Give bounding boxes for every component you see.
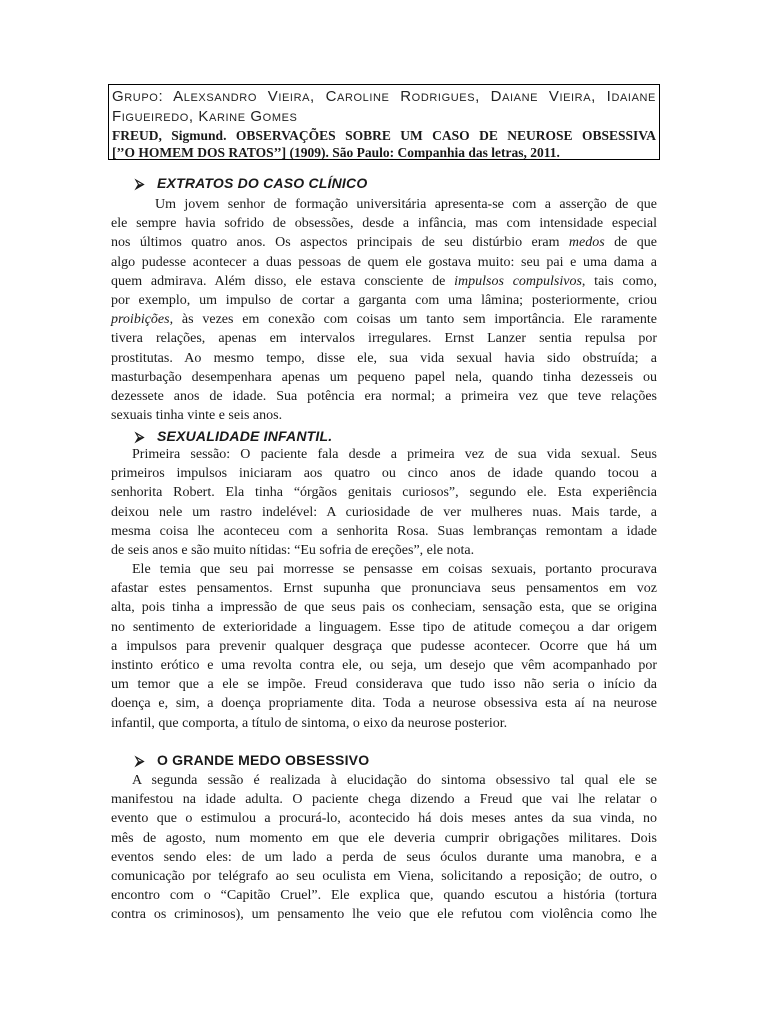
text-line: A segunda sessão é realizada à elucidação do sintoma obsessivo tal qual ele se [132, 773, 657, 788]
section-heading-sexualidade [135, 428, 332, 445]
text-line: Ele temia que seu pai morresse se pensasse em coisas sexuais, portanto procurava [132, 562, 657, 577]
emphasis-impulsos: impulsos compulsivos [454, 273, 582, 289]
text-line: eventos sendo eles: de um lado a perda de seus óculos durante uma manobra, e a [111, 849, 657, 865]
text-line: contra os criminosos), um pensamento lhe veio que ele refutou com violência como lhe [111, 907, 657, 923]
paragraph-extratos [111, 195, 657, 425]
text-line: doença e, sim, a doença propriamente dita. Toda a neurose obsessiva esta aí na neurose [111, 696, 657, 712]
text-line: afastar estes pensamentos. Ernst supunha que pronunciava seus pensamentos em voz [111, 581, 657, 597]
text-line: mês de agosto, num momento em que ele deveria cumprir obrigações militares. Dois [111, 830, 657, 846]
section-heading-extratos [135, 175, 367, 192]
text-line: a impulsos para prevenir qualquer desgraça que pudesse acontecer. Ocorre que há um [111, 638, 657, 654]
text-line: um temor que a ele se impõe. Freud considerava que tudo isso não seria o início da [111, 677, 657, 693]
text-line: evento que o estimulou a procurá-lo, acontecido há dois meses antes da sua vinda, no [111, 811, 657, 827]
text-line: comunicação por telégrafo ao seu oculista em Viena, solicitando a reposição; de outro, o [111, 868, 657, 884]
text-line: senhorita Robert. Ela tinha “órgãos genitais curiosos”, segundo ele. Esta experiência [111, 485, 657, 501]
text-line: no sentimento de exterioridade a linguagem. Esse tipo de atitude começou a dar origem [111, 619, 657, 635]
text-line: tivera relações, apenas em intervalos irregulares. Ernst Lanzer sentia repulsa por [111, 331, 657, 347]
text-line: ele sempre havia sofrido de obsessões, desde a infância, mas com intensidade especial [111, 216, 657, 232]
text-line: Primeira sessão: O paciente fala desde a primeira vez de sua vida sexual. Seus [132, 447, 657, 462]
text-line: por exemplo, um impulso de cortar a garganta com uma lâmina; posteriormente, criou [111, 292, 657, 308]
text-line: primeiros impulsos iniciaram aos quatro ou cinco anos de idade quando tocou a [111, 466, 657, 482]
text-line: de seis anos e são muito nítidas: “Eu sofria de ereções”, ele nota. [111, 542, 475, 558]
section-heading-text: O GRANDE MEDO OBSESSIVO [157, 752, 370, 768]
header-box [108, 84, 660, 160]
paragraph-segunda-sessao [111, 771, 657, 925]
reference-line-2: [’’O HOMEM DOS RATOS’’] (1909). São Paulo: Companhia das letras, 2011. [112, 145, 560, 160]
group-authors-line-2: Figueiredo, Karine Gomes [112, 108, 298, 125]
reference-line-1: FREUD, Sigmund. OBSERVAÇÕES SOBRE UM CASO DE NEUROSE OBSESSIVA [112, 128, 656, 143]
emphasis-medos: medos [568, 235, 605, 251]
text-line: mesma coisa lhe aconteceu com a senhorita Rosa. Suas lembranças remontam a idade [111, 523, 657, 539]
text-line: dezessete anos de idade. Sua potência era normal; a primeira vez que teve relações [111, 388, 657, 404]
text-line: instinto erótico e uma revolta contra ele, ou seja, um desejo que vêm acompanhado por [111, 657, 657, 673]
text-line: sexuais tinha vinte e seis anos. [111, 408, 283, 424]
arrow-bullet-icon: ⮚ [135, 429, 145, 444]
text-line: manifestou na idade adulta. O paciente chega dizendo a Freud que vai lhe relatar o [111, 792, 657, 808]
emphasis-proibicoes: proibições [111, 312, 170, 328]
text-line: proibições, às vezes em conexão com coisas um tanto sem importância. Ele raramente [111, 312, 657, 328]
text-line: quem admirava. Além disso, ele estava consciente de impulsos compulsivos, tais como, [111, 273, 658, 289]
text-line: encontro com o “Capitão Cruel”. Ele explica que, quando escutou a história (tortura [111, 888, 657, 904]
text-line: infantil, que comporta, a título de sintoma, o eixo da neurose posterior. [111, 715, 508, 731]
section-heading-grande-medo [135, 752, 369, 769]
group-authors-line-1: Grupo: Alexsandro Vieira, Caroline Rodrigues, Daiane Vieira, Idaiane [112, 88, 656, 105]
text-line: prostitutas. Ao mesmo tempo, disse ele, sua vida sexual havia sido obstruída; a [111, 350, 657, 366]
text-line: Um jovem senhor de formação universitária apresenta-se com a asserção de que [155, 197, 657, 212]
text-line: nos últimos quatro anos. Os aspectos principais de seu distúrbio eram medos de que [111, 235, 657, 251]
text-line: deixou nele um rastro indelével: A curiosidade de ver mulheres nuas. Mais tarde, a [111, 504, 657, 520]
text-line: alta, pois tinha a impressão de que seus pais os conheciam, sensação esta, que se origina [111, 600, 657, 616]
text-line: masturbação desempenhara apenas um pequeno papel nela, quando tinha dezesseis ou [111, 369, 657, 385]
paragraph-primeira-sessao [111, 445, 657, 560]
section-heading-text: EXTRATOS DO CASO CLÍNICO [157, 175, 368, 191]
arrow-bullet-icon: ⮚ [135, 753, 145, 768]
section-heading-text: SEXUALIDADE INFANTIL. [157, 428, 333, 444]
arrow-bullet-icon: ⮚ [135, 176, 145, 191]
text-line: algo pudesse acontecer a duas pessoas de quem ele gostava muito: seu pai e uma dama a [111, 254, 657, 270]
paragraph-temor-pai [111, 560, 657, 733]
